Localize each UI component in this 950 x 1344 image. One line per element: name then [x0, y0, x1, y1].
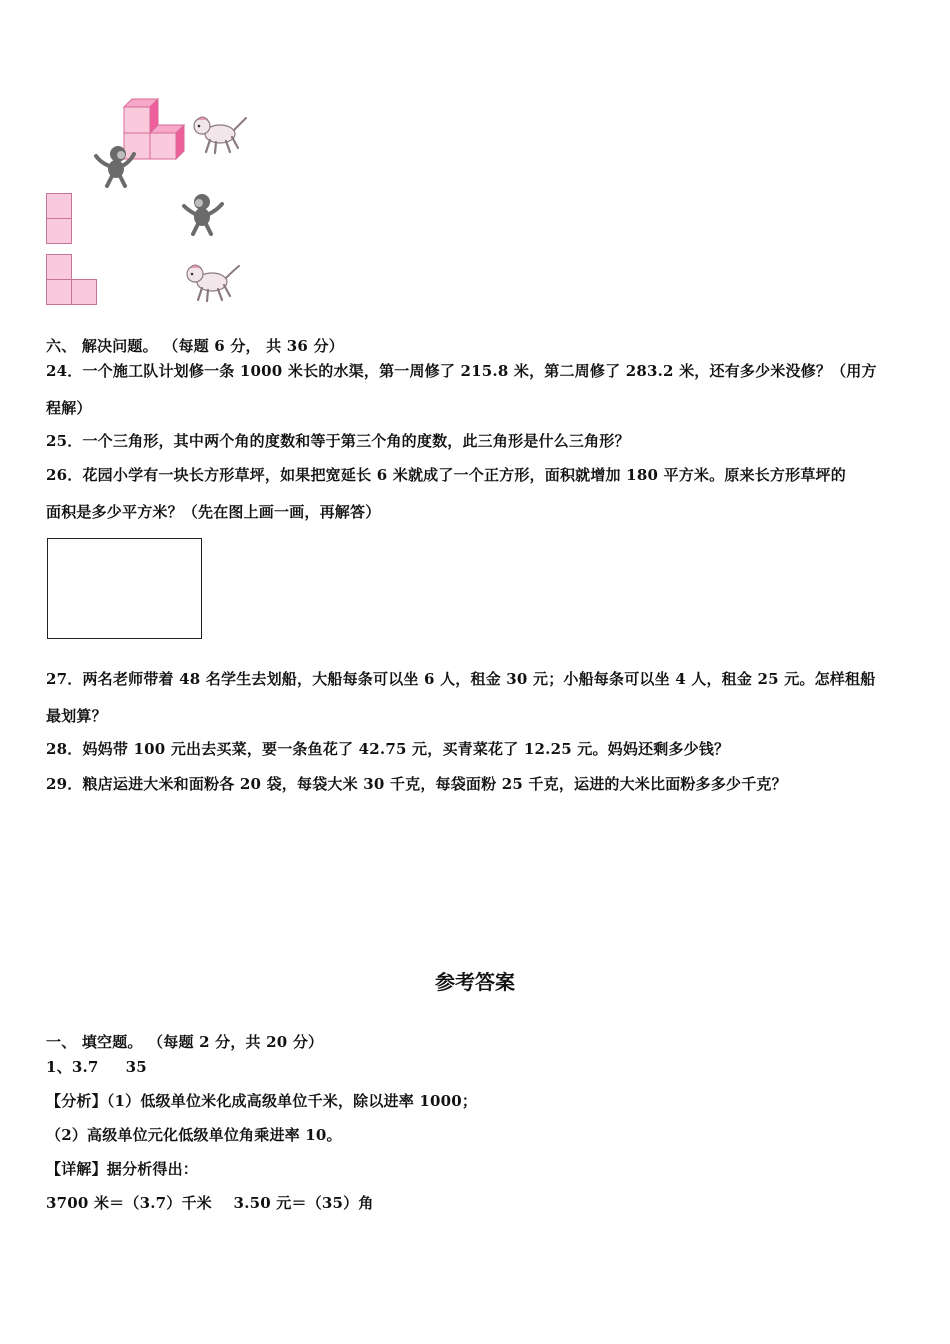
dog-icon [188, 112, 248, 156]
question-24-cont: 程解） [46, 399, 92, 417]
monkey-icon [92, 142, 138, 188]
question-27: 27．两名老师带着 48 名学生去划船，大船每条可以坐 6 人，租金 30 元；小船每条可以坐 4 人，租金 25 元。怎样租船 [46, 670, 876, 688]
monkey-icon [180, 190, 226, 236]
section-heading: 六、 解决问题。 （每题 6 分， 共 36 分） [46, 337, 344, 355]
question-24: 24．一个施工队计划修一条 1000 米长的水渠，第一周修了 215.8 米，第二周修了 283.2 米，还有多少米没修？（用方 [46, 362, 877, 380]
question-29: 29．粮店运进大米和面粉各 20 袋，每袋大米 30 千克，每袋面粉 25 千克，运进的大米比面粉多多少千克？ [46, 775, 787, 793]
answer-result: 3700 米＝（3.7）千米 3.50 元＝（35）角 [46, 1194, 374, 1212]
lawn-rectangle-figure [47, 538, 202, 639]
question-27-cont: 最划算？ [46, 707, 107, 725]
answer-detail: 【详解】据分析得出： [46, 1160, 199, 1178]
question-26-cont: 面积是多少平方米？（先在图上画一画，再解答） [46, 503, 381, 521]
answer-1: 1、3.7 35 [46, 1058, 147, 1076]
view-l-shape-three-squares [46, 254, 100, 306]
dog-icon [182, 260, 242, 304]
answer-analysis: 【分析】（1）低级单位米化成高级单位千米，除以进率 1000； [46, 1092, 478, 1110]
question-25: 25．一个三角形，其中两个角的度数和等于第三个角的度数，此三角形是什么三角形？ [46, 432, 630, 450]
answers-title: 参考答案 [435, 970, 515, 994]
question-26: 26．花园小学有一块长方形草坪，如果把宽延长 6 米就成了一个正方形，面积就增加 180 平方米。原来长方形草坪的 [46, 466, 846, 484]
question-28: 28．妈妈带 100 元出去买菜，要一条鱼花了 42.75 元，买青菜花了 12.25 元。妈妈还剩多少钱？ [46, 740, 730, 758]
answer-analysis-2: （2）高级单位元化低级单位角乘进率 10。 [46, 1126, 342, 1144]
view-vertical-two-squares [46, 193, 74, 245]
answers-section-heading: 一、 填空题。 （每题 2 分，共 20 分） [46, 1033, 324, 1051]
